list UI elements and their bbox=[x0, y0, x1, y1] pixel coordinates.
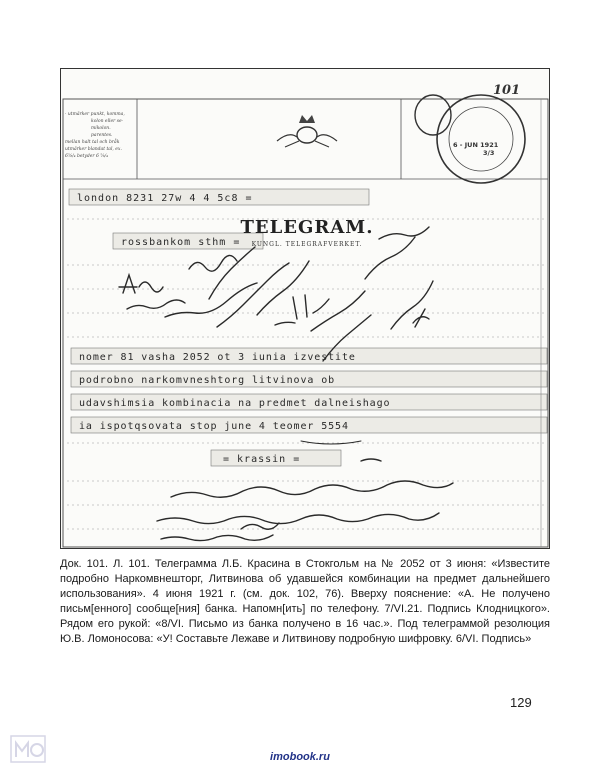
telegram-address-line: rossbankom sthm = bbox=[121, 237, 241, 248]
telegram-photo bbox=[60, 68, 550, 549]
document-caption: Док. 101. Л. 101. Телеграмма Л.Б. Красина в Стокгольм на № 2052 от 3 июня: «Известите подробно Наркомвнешторг, Литвинова об удавшейся комбинации на предмет дальнейшего использования». 4 июня 1921 г. (см. док. 102, 76). Вверху пояснение: «А. Не получено письм[енного] сообще[ния] банка. Напомн[ить] по телефону. 7/VI.21. Подпись Клодницкого». Рядом его рукой: «8/VI. Письмо из банка получено в 16 час.». Под телеграммой резолюция Ю.В. Ломоносова: «У! Составьте Лежаве и Литвинову подробную шифровку. 6/VI. Подпись» bbox=[60, 558, 550, 645]
legend-line: mikolon. bbox=[91, 126, 111, 131]
stamp-date-text: 6 - JUN 1921 bbox=[453, 141, 499, 149]
telegram-signature-line: = krassin = bbox=[223, 454, 301, 465]
legend-line: parentes. bbox=[91, 133, 113, 138]
telegram-body-line: ia ispotqsovata stop june 4 teomer 5554 bbox=[79, 421, 349, 432]
crown-emblem-icon bbox=[277, 115, 337, 147]
telegram-body-line: nomer 81 vasha 2052 ot 3 iunia izvestite bbox=[79, 352, 356, 363]
stamp-number: 3/3 bbox=[483, 149, 495, 157]
telegram-header-line: london 8231 27w 4 4 5c8 = bbox=[77, 193, 253, 204]
telegram-body-line: podrobno narkomvneshtorg litvinova ob bbox=[79, 375, 336, 386]
telegram-subtitle: KUNGL. TELEGRAFVERKET. bbox=[251, 241, 363, 248]
legend-line: mellan halt tal och bråk bbox=[65, 140, 120, 145]
stamp-date bbox=[453, 141, 498, 157]
corner-number: 101 bbox=[493, 83, 521, 98]
telegram-body-line: udavshimsia kombinacia na predmet dalneishago bbox=[79, 398, 391, 409]
site-link[interactable]: imobook.ru bbox=[270, 751, 330, 763]
legend-line: 6⅝/₄ betyder 6 ⅝/₄ bbox=[65, 154, 108, 159]
symbol-legend bbox=[65, 111, 133, 160]
page-number: 129 bbox=[510, 695, 532, 710]
telegram-title: TELEGRAM. bbox=[240, 217, 374, 238]
legend-line: utmärker blandat tal, ex. bbox=[65, 147, 122, 152]
legend-line: · utmärker punkt, komma, bbox=[65, 112, 125, 117]
postmark-stamp-icon bbox=[415, 95, 525, 183]
legend-line: kolon eller se- bbox=[91, 119, 124, 124]
